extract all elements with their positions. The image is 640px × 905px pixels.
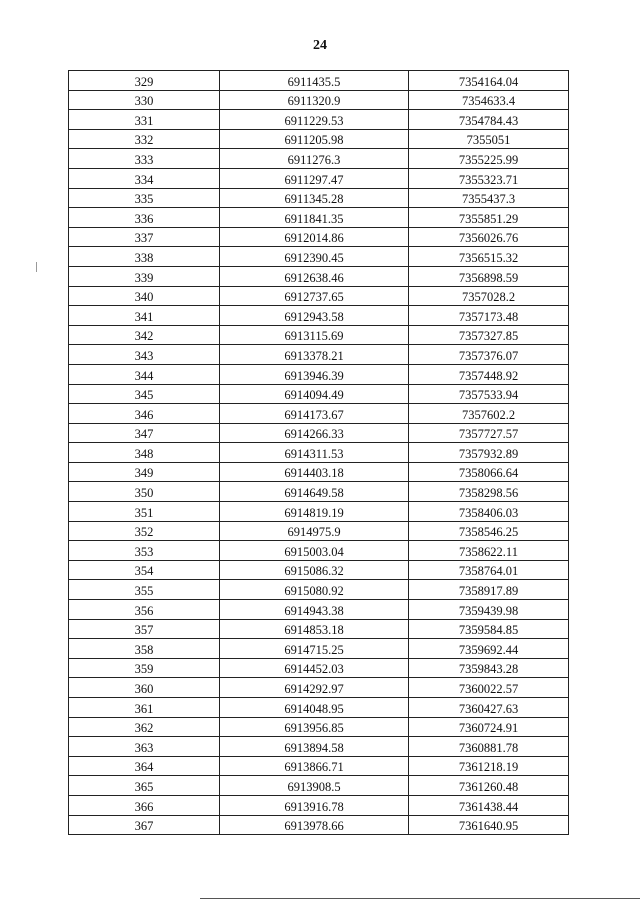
y-coordinate-cell: 7355225.99 <box>409 149 569 169</box>
table-row <box>69 462 569 482</box>
point-number-cell: 345 <box>69 384 220 404</box>
point-number-cell: 362 <box>69 717 220 737</box>
y-coordinate-cell: 7359584.85 <box>409 619 569 639</box>
y-coordinate-cell: 7357028.2 <box>409 286 569 306</box>
x-coordinate-cell: 6913115.69 <box>220 325 409 345</box>
table-row <box>69 815 569 835</box>
table-row <box>69 698 569 718</box>
y-coordinate-cell: 7361218.19 <box>409 756 569 776</box>
y-coordinate-cell: 7355437.3 <box>409 188 569 208</box>
page-number: 24 <box>313 38 327 53</box>
point-number-cell: 342 <box>69 325 220 345</box>
x-coordinate-cell: 6911297.47 <box>220 168 409 188</box>
x-coordinate-cell: 6912943.58 <box>220 306 409 326</box>
x-coordinate-cell: 6913378.21 <box>220 345 409 365</box>
point-number-cell: 337 <box>69 227 220 247</box>
y-coordinate-cell: 7358546.25 <box>409 521 569 541</box>
table-row <box>69 227 569 247</box>
table-row <box>69 208 569 228</box>
y-coordinate-cell: 7356515.32 <box>409 247 569 267</box>
table-row <box>69 188 569 208</box>
table-row <box>69 364 569 384</box>
x-coordinate-cell: 6913956.85 <box>220 717 409 737</box>
x-coordinate-cell: 6911276.3 <box>220 149 409 169</box>
table-row <box>69 658 569 678</box>
x-coordinate-cell: 6914403.18 <box>220 462 409 482</box>
x-coordinate-cell: 6914266.33 <box>220 423 409 443</box>
x-coordinate-cell: 6914715.25 <box>220 639 409 659</box>
table-row <box>69 639 569 659</box>
point-number-cell: 363 <box>69 737 220 757</box>
x-coordinate-cell: 6914094.49 <box>220 384 409 404</box>
x-coordinate-cell: 6911320.9 <box>220 90 409 110</box>
y-coordinate-cell: 7359843.28 <box>409 658 569 678</box>
point-number-cell: 351 <box>69 502 220 522</box>
y-coordinate-cell: 7356026.76 <box>409 227 569 247</box>
x-coordinate-cell: 6912014.86 <box>220 227 409 247</box>
x-coordinate-cell: 6914819.19 <box>220 502 409 522</box>
table-row <box>69 717 569 737</box>
x-coordinate-cell: 6911841.35 <box>220 208 409 228</box>
point-number-cell: 360 <box>69 678 220 698</box>
table-row <box>69 678 569 698</box>
x-coordinate-cell: 6911205.98 <box>220 129 409 149</box>
table-row <box>69 345 569 365</box>
x-coordinate-cell: 6912638.46 <box>220 266 409 286</box>
point-number-cell: 349 <box>69 462 220 482</box>
y-coordinate-cell: 7357327.85 <box>409 325 569 345</box>
x-coordinate-cell: 6913978.66 <box>220 815 409 835</box>
y-coordinate-cell: 7358764.01 <box>409 560 569 580</box>
x-coordinate-cell: 6913916.78 <box>220 795 409 815</box>
x-coordinate-cell: 6914975.9 <box>220 521 409 541</box>
x-coordinate-cell: 6914649.58 <box>220 482 409 502</box>
table-row <box>69 521 569 541</box>
table-row <box>69 404 569 424</box>
y-coordinate-cell: 7358066.64 <box>409 462 569 482</box>
y-coordinate-cell: 7361438.44 <box>409 795 569 815</box>
point-number-cell: 331 <box>69 110 220 130</box>
y-coordinate-cell: 7358622.11 <box>409 541 569 561</box>
table-row <box>69 168 569 188</box>
y-coordinate-cell: 7358406.03 <box>409 502 569 522</box>
y-coordinate-cell: 7359439.98 <box>409 600 569 620</box>
x-coordinate-cell: 6914853.18 <box>220 619 409 639</box>
point-number-cell: 346 <box>69 404 220 424</box>
point-number-cell: 332 <box>69 129 220 149</box>
table-row <box>69 560 569 580</box>
table-row <box>69 129 569 149</box>
point-number-cell: 353 <box>69 541 220 561</box>
x-coordinate-cell: 6911229.53 <box>220 110 409 130</box>
x-coordinate-cell: 6912737.65 <box>220 286 409 306</box>
table-row <box>69 247 569 267</box>
point-number-cell: 344 <box>69 364 220 384</box>
point-number-cell: 329 <box>69 71 220 91</box>
point-number-cell: 359 <box>69 658 220 678</box>
point-number-cell: 333 <box>69 149 220 169</box>
x-coordinate-cell: 6911435.5 <box>220 71 409 91</box>
table-row <box>69 306 569 326</box>
x-coordinate-cell: 6915003.04 <box>220 541 409 561</box>
y-coordinate-cell: 7357727.57 <box>409 423 569 443</box>
point-number-cell: 352 <box>69 521 220 541</box>
point-number-cell: 354 <box>69 560 220 580</box>
x-coordinate-cell: 6913894.58 <box>220 737 409 757</box>
x-coordinate-cell: 6913946.39 <box>220 364 409 384</box>
x-coordinate-cell: 6914048.95 <box>220 698 409 718</box>
table-row <box>69 110 569 130</box>
x-coordinate-cell: 6914311.53 <box>220 443 409 463</box>
x-coordinate-cell: 6913908.5 <box>220 776 409 796</box>
x-coordinate-cell: 6914452.03 <box>220 658 409 678</box>
point-number-cell: 348 <box>69 443 220 463</box>
table-row <box>69 600 569 620</box>
y-coordinate-cell: 7355323.71 <box>409 168 569 188</box>
y-coordinate-cell: 7361260.48 <box>409 776 569 796</box>
coordinates-table-body <box>69 71 569 835</box>
y-coordinate-cell: 7355051 <box>409 129 569 149</box>
point-number-cell: 361 <box>69 698 220 718</box>
point-number-cell: 365 <box>69 776 220 796</box>
y-coordinate-cell: 7357376.07 <box>409 345 569 365</box>
table-row <box>69 580 569 600</box>
y-coordinate-cell: 7358917.89 <box>409 580 569 600</box>
point-number-cell: 367 <box>69 815 220 835</box>
point-number-cell: 366 <box>69 795 220 815</box>
x-coordinate-cell: 6915086.32 <box>220 560 409 580</box>
y-coordinate-cell: 7360881.78 <box>409 737 569 757</box>
x-coordinate-cell: 6914292.97 <box>220 678 409 698</box>
table-row <box>69 266 569 286</box>
table-row <box>69 482 569 502</box>
table-row <box>69 502 569 522</box>
point-number-cell: 347 <box>69 423 220 443</box>
y-coordinate-cell: 7357932.89 <box>409 443 569 463</box>
point-number-cell: 336 <box>69 208 220 228</box>
table-row <box>69 619 569 639</box>
point-number-cell: 343 <box>69 345 220 365</box>
y-coordinate-cell: 7358298.56 <box>409 482 569 502</box>
table-row <box>69 384 569 404</box>
y-coordinate-cell: 7359692.44 <box>409 639 569 659</box>
point-number-cell: 335 <box>69 188 220 208</box>
coordinates-table <box>68 70 569 835</box>
point-number-cell: 355 <box>69 580 220 600</box>
table-row <box>69 795 569 815</box>
table-row <box>69 286 569 306</box>
table-row <box>69 325 569 345</box>
point-number-cell: 339 <box>69 266 220 286</box>
point-number-cell: 330 <box>69 90 220 110</box>
point-number-cell: 364 <box>69 756 220 776</box>
point-number-cell: 358 <box>69 639 220 659</box>
y-coordinate-cell: 7360724.91 <box>409 717 569 737</box>
table-row <box>69 90 569 110</box>
margin-mark <box>36 262 37 272</box>
point-number-cell: 357 <box>69 619 220 639</box>
table-row <box>69 756 569 776</box>
table-row <box>69 776 569 796</box>
x-coordinate-cell: 6914943.38 <box>220 600 409 620</box>
table-row <box>69 423 569 443</box>
x-coordinate-cell: 6911345.28 <box>220 188 409 208</box>
x-coordinate-cell: 6913866.71 <box>220 756 409 776</box>
y-coordinate-cell: 7360022.57 <box>409 678 569 698</box>
table-row <box>69 737 569 757</box>
point-number-cell: 334 <box>69 168 220 188</box>
bottom-rule <box>200 898 640 899</box>
table-row <box>69 149 569 169</box>
x-coordinate-cell: 6912390.45 <box>220 247 409 267</box>
table-row <box>69 71 569 91</box>
point-number-cell: 338 <box>69 247 220 267</box>
y-coordinate-cell: 7357602.2 <box>409 404 569 424</box>
y-coordinate-cell: 7355851.29 <box>409 208 569 228</box>
point-number-cell: 356 <box>69 600 220 620</box>
y-coordinate-cell: 7357448.92 <box>409 364 569 384</box>
y-coordinate-cell: 7354164.04 <box>409 71 569 91</box>
point-number-cell: 341 <box>69 306 220 326</box>
point-number-cell: 340 <box>69 286 220 306</box>
x-coordinate-cell: 6915080.92 <box>220 580 409 600</box>
y-coordinate-cell: 7360427.63 <box>409 698 569 718</box>
y-coordinate-cell: 7354633.4 <box>409 90 569 110</box>
table-row <box>69 443 569 463</box>
y-coordinate-cell: 7354784.43 <box>409 110 569 130</box>
y-coordinate-cell: 7357173.48 <box>409 306 569 326</box>
y-coordinate-cell: 7361640.95 <box>409 815 569 835</box>
point-number-cell: 350 <box>69 482 220 502</box>
y-coordinate-cell: 7356898.59 <box>409 266 569 286</box>
y-coordinate-cell: 7357533.94 <box>409 384 569 404</box>
x-coordinate-cell: 6914173.67 <box>220 404 409 424</box>
table-row <box>69 541 569 561</box>
